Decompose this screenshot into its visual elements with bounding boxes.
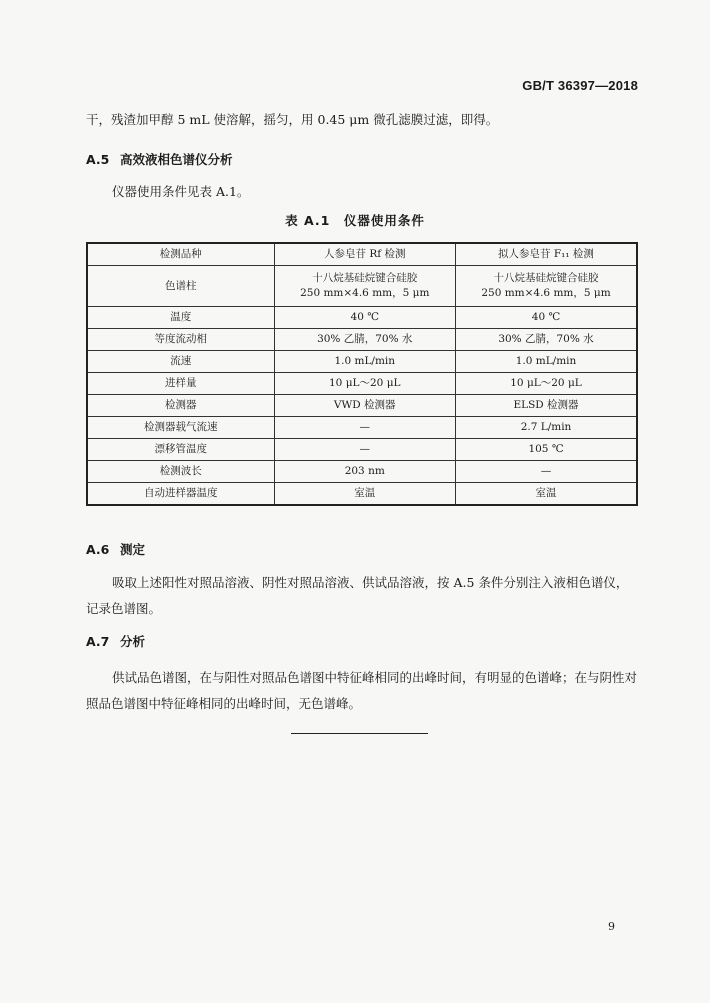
table-cell: 1.0 mL/min — [274, 351, 456, 373]
table-header-row — [87, 243, 637, 266]
standard-code: GB/T 36397—2018 — [522, 78, 638, 93]
table-cell: 十八烷基硅烷键合硅胶 250 mm×4.6 mm，5 μm — [274, 266, 456, 307]
table-body — [87, 243, 637, 505]
table-cell: 检测器载气流速 — [87, 417, 274, 439]
section-a6-number: A.6 — [86, 542, 110, 557]
table-cell: 1.0 mL/min — [456, 351, 638, 373]
table-cell: 10 μL～20 μL — [456, 373, 638, 395]
table-row — [87, 461, 637, 483]
table-cell: 室温 — [274, 483, 456, 506]
table-row — [87, 266, 637, 307]
table-cell: — — [274, 417, 456, 439]
table-cell: 流速 — [87, 351, 274, 373]
table-row — [87, 373, 637, 395]
table-cell: ELSD 检测器 — [456, 395, 638, 417]
table-cell: 漂移管温度 — [87, 439, 274, 461]
table-cell: 温度 — [87, 307, 274, 329]
instrument-conditions-table — [86, 242, 638, 506]
table-cell: 色谱柱 — [87, 266, 274, 307]
header-cell: 拟人参皂苷 F₁₁ 检测 — [456, 243, 638, 266]
table-cell: 进样量 — [87, 373, 274, 395]
table-cell: 室温 — [456, 483, 638, 506]
section-a7-number: A.7 — [86, 634, 110, 649]
table-row — [87, 439, 637, 461]
section-a7-text: 供试品色谱图，在与阳性对照品色谱图中特征峰相同的出峰时间，有明显的色谱峰；在与阴性对照品色谱图中特征峰相同的出峰时间，无色谱峰。 — [86, 670, 638, 711]
header-cell: 检测品种 — [87, 243, 274, 266]
table-cell: 自动进样器温度 — [87, 483, 274, 506]
section-a6-text: 吸取上述阳性对照品溶液、阴性对照品溶液、供试品溶液，按 A.5 条件分别注入液相色谱仪，记录色谱图。 — [86, 575, 629, 616]
table-row — [87, 307, 637, 329]
table-cell: VWD 检测器 — [274, 395, 456, 417]
page-number: 9 — [608, 920, 615, 933]
table-cell: — — [274, 439, 456, 461]
end-of-text-rule — [291, 733, 428, 734]
table-cell: 40 ℃ — [274, 307, 456, 329]
table-cell: 30% 乙腈，70% 水 — [274, 329, 456, 351]
table-row — [87, 395, 637, 417]
table-cell: 40 ℃ — [456, 307, 638, 329]
section-a5-title: 高效液相色谱仪分析 — [120, 152, 233, 167]
table-cell: 等度流动相 — [87, 329, 274, 351]
table-cell: 30% 乙腈，70% 水 — [456, 329, 638, 351]
section-a7-heading — [86, 632, 145, 650]
table-cell: 检测波长 — [87, 461, 274, 483]
table-a1-title: 表 A.1 仪器使用条件 — [285, 213, 425, 228]
table-row — [87, 329, 637, 351]
section-a7-title: 分析 — [120, 634, 146, 649]
table-row — [87, 351, 637, 373]
table-row — [87, 483, 637, 506]
table-cell: 检测器 — [87, 395, 274, 417]
section-a6-title: 测定 — [120, 542, 146, 557]
section-a5-text: 仪器使用条件见表 A.1。 — [112, 184, 250, 199]
section-a5-heading — [86, 150, 233, 168]
table-cell: — — [456, 461, 638, 483]
table-row — [87, 417, 637, 439]
section-a5-number: A.5 — [86, 152, 110, 167]
table-cell: 105 ℃ — [456, 439, 638, 461]
table-cell: 2.7 L/min — [456, 417, 638, 439]
table-cell: 203 nm — [274, 461, 456, 483]
table-cell: 10 μL～20 μL — [274, 373, 456, 395]
table-cell: 十八烷基硅烷键合硅胶 250 mm×4.6 mm，5 μm — [456, 266, 638, 307]
header-cell: 人参皂苷 Rf 检测 — [274, 243, 456, 266]
intro-paragraph: 干，残渣加甲醇 5 mL 使溶解，摇匀，用 0.45 μm 微孔滤膜过滤，即得。 — [86, 112, 499, 127]
section-a6-heading — [86, 540, 145, 558]
